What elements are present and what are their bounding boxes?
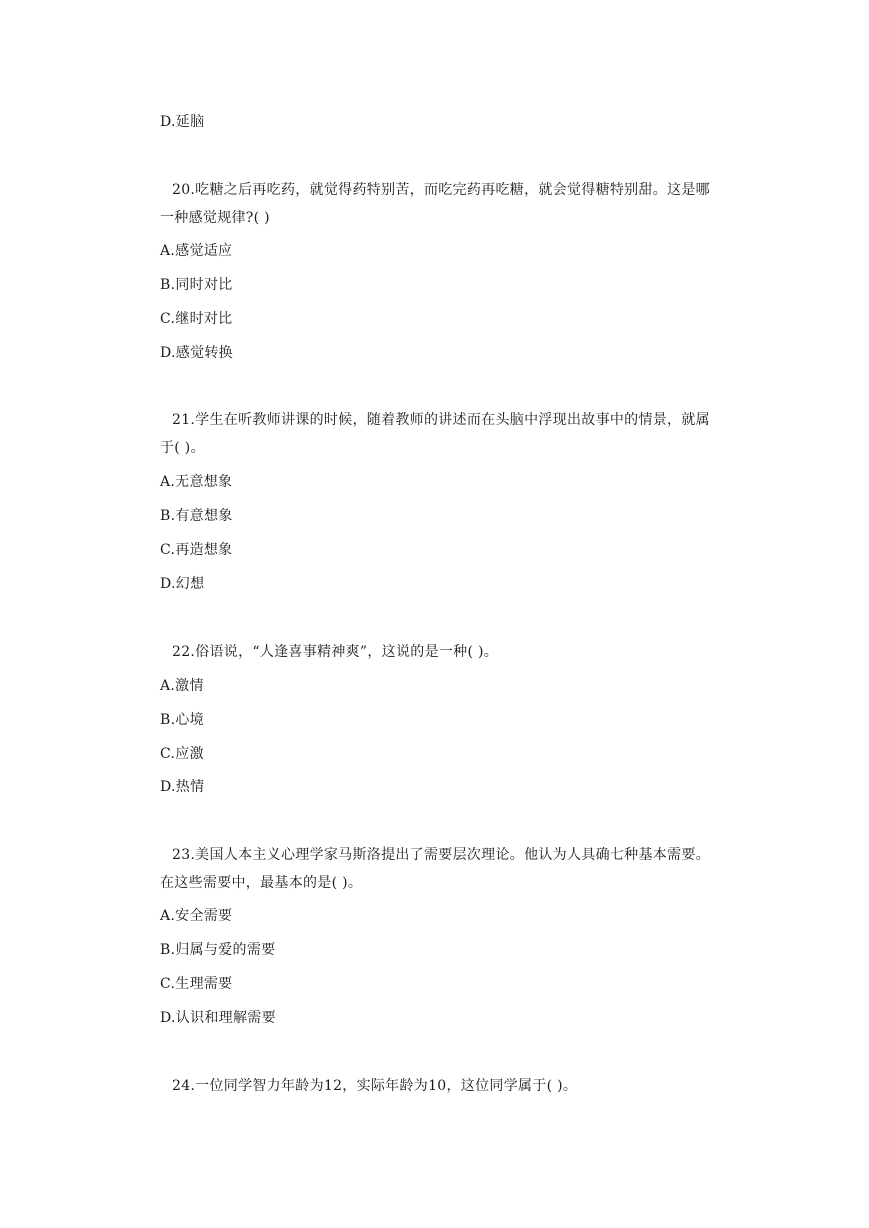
- option-c: C.再造想象: [160, 542, 233, 558]
- option-d: D.感觉转换: [160, 345, 233, 361]
- question-text-line: 23.美国人本主义心理学家马斯洛提出了需要层次理论。他认为人具确七种基本需要。: [172, 847, 710, 863]
- option-a: A.无意想象: [160, 474, 233, 490]
- option-a: A.安全需要: [160, 908, 233, 924]
- option-a: A.感觉适应: [160, 243, 233, 259]
- option-c: C.继时对比: [160, 311, 233, 327]
- option-b: B.心境: [160, 712, 204, 728]
- option-c: C.应激: [160, 746, 204, 762]
- option-d: D.幻想: [160, 576, 205, 592]
- question-text-line: 22.俗语说，“人逢喜事精神爽”，这说的是一种( )。: [172, 644, 499, 660]
- option-d: D.认识和理解需要: [160, 1010, 276, 1026]
- option-d: D.热情: [160, 779, 205, 795]
- question-text-line: 21.学生在听教师讲课的时候，随着教师的讲述而在头脑中浮现出故事中的情景，就属: [172, 412, 710, 428]
- question-text-line: 在这些需要中，最基本的是( )。: [160, 875, 363, 891]
- option-a: A.激情: [160, 678, 204, 694]
- option-b: B.归属与爱的需要: [160, 942, 276, 958]
- question-text-line: 一种感觉规律?( ): [160, 210, 270, 226]
- question-text-line: 24.一位同学智力年龄为12，实际年龄为10，这位同学属于( )。: [172, 1078, 578, 1094]
- question-text-line: 20.吃糖之后再吃药，就觉得药特别苦，而吃完药再吃糖，就会觉得糖特别甜。这是哪: [172, 182, 710, 198]
- option-c: C.生理需要: [160, 976, 233, 992]
- option-b: B.同时对比: [160, 277, 233, 293]
- option-d-prev: D.延脑: [160, 114, 205, 130]
- question-text-line: 于( )。: [160, 440, 205, 456]
- option-b: B.有意想象: [160, 508, 233, 524]
